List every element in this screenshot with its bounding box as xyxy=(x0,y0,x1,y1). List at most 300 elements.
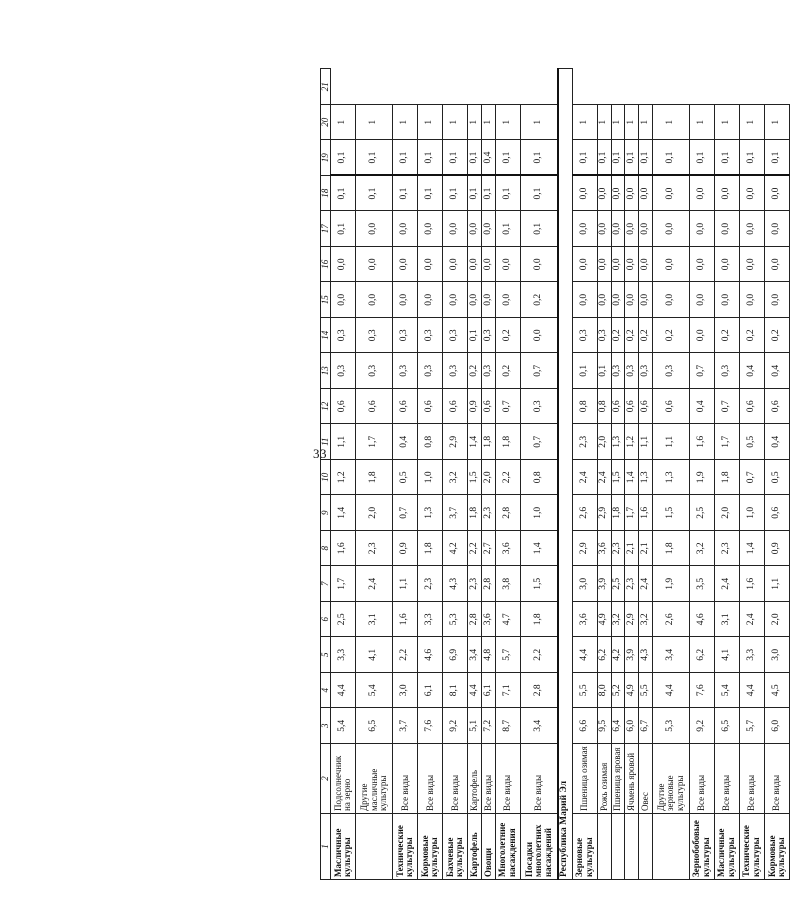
value-cell: 0,7 xyxy=(393,495,418,531)
value-cell: 3,6 xyxy=(495,531,520,567)
value-cell: 2,4 xyxy=(639,566,653,602)
value-cell: 7,6 xyxy=(689,673,714,709)
value-cell: 8,1 xyxy=(443,673,468,709)
value-cell: 0,0 xyxy=(418,247,443,283)
value-cell: 0,0 xyxy=(611,211,625,247)
value-cell: 0,2 xyxy=(653,318,690,354)
value-cell: 0,0 xyxy=(653,211,690,247)
value-cell: 1,1 xyxy=(653,424,690,460)
value-cell: 2,7 xyxy=(482,531,496,567)
value-cell: 1 xyxy=(653,105,690,141)
value-cell: 5,3 xyxy=(443,602,468,638)
value-cell: 2,8 xyxy=(520,673,558,709)
value-cell: 0,1 xyxy=(356,140,393,176)
column-header: 13 xyxy=(321,353,331,389)
value-cell: 0,6 xyxy=(356,389,393,425)
value-cell: 2,2 xyxy=(520,637,558,673)
value-cell: 0,1 xyxy=(625,140,639,176)
value-cell: 0,0 xyxy=(393,247,418,283)
value-cell: 0,0 xyxy=(639,176,653,212)
value-cell: 5,7 xyxy=(495,637,520,673)
value-cell: 5,5 xyxy=(639,673,653,709)
crop-group-cell: Масличные культуры xyxy=(714,814,739,880)
crop-group-cell: Зерновые культуры xyxy=(572,814,597,880)
value-cell: 0,0 xyxy=(764,176,789,212)
value-cell: 3,9 xyxy=(597,566,611,602)
value-cell: 0,3 xyxy=(520,389,558,425)
column-header: 5 xyxy=(321,637,331,673)
value-cell: 0,0 xyxy=(572,247,597,283)
value-cell: 2,8 xyxy=(468,602,482,638)
value-cell: 1,4 xyxy=(625,460,639,496)
value-cell: 2,8 xyxy=(495,495,520,531)
table-row xyxy=(653,69,690,880)
crop-group-cell xyxy=(597,814,611,880)
table-row xyxy=(356,69,393,880)
value-cell: 1 xyxy=(689,105,714,141)
value-cell: 1,8 xyxy=(714,460,739,496)
value-cell: 0,5 xyxy=(739,424,764,460)
value-cell: 0,6 xyxy=(639,389,653,425)
value-cell: 3,5 xyxy=(689,566,714,602)
value-cell: 1,0 xyxy=(739,495,764,531)
coefficients-table xyxy=(320,69,790,881)
value-cell: 1,1 xyxy=(393,566,418,602)
crop-group-cell: Картофель xyxy=(468,814,482,880)
value-cell: 0,6 xyxy=(611,389,625,425)
value-cell: 2,1 xyxy=(639,531,653,567)
value-cell: 0,3 xyxy=(625,353,639,389)
value-cell: 0,1 xyxy=(393,176,418,212)
value-cell: 0,0 xyxy=(418,211,443,247)
value-cell: 0,0 xyxy=(393,211,418,247)
value-cell: 0,3 xyxy=(356,353,393,389)
value-cell: 2,3 xyxy=(714,531,739,567)
value-cell: 1,3 xyxy=(653,460,690,496)
value-cell: 0,5 xyxy=(764,460,789,496)
value-cell: 3,2 xyxy=(443,460,468,496)
value-cell: 5,5 xyxy=(572,673,597,709)
crop-group-cell: Кормовые культуры xyxy=(418,814,443,880)
value-cell: 0,1 xyxy=(495,176,520,212)
value-cell: 5,4 xyxy=(714,673,739,709)
value-cell: 1,5 xyxy=(468,460,482,496)
value-cell: 7,6 xyxy=(418,708,443,744)
crop-type-cell: Все виды xyxy=(764,744,789,814)
value-cell: 6,2 xyxy=(689,637,714,673)
value-cell: 6,4 xyxy=(611,708,625,744)
value-cell: 0,0 xyxy=(482,247,496,283)
value-cell: 6,2 xyxy=(597,637,611,673)
value-cell: 0,6 xyxy=(764,495,789,531)
table-row xyxy=(495,69,520,880)
value-cell: 0,0 xyxy=(764,247,789,283)
value-cell: 1,7 xyxy=(714,424,739,460)
value-cell: 0,2 xyxy=(495,318,520,354)
value-cell: 0,1 xyxy=(468,176,482,212)
region-label: Республика Марий Эл xyxy=(558,69,572,880)
value-cell: 0,7 xyxy=(520,353,558,389)
value-cell: 3,7 xyxy=(393,708,418,744)
column-header: 15 xyxy=(321,282,331,318)
table-row xyxy=(393,69,418,880)
crop-type-cell: Пшеница озимая xyxy=(572,744,597,814)
value-cell: 0,4 xyxy=(764,353,789,389)
value-cell: 1,8 xyxy=(356,460,393,496)
value-cell: 0,8 xyxy=(597,389,611,425)
value-cell: 2,0 xyxy=(764,602,789,638)
value-cell: 9,2 xyxy=(443,708,468,744)
value-cell: 4,9 xyxy=(597,602,611,638)
value-cell: 2,3 xyxy=(572,424,597,460)
value-cell: 0,1 xyxy=(331,211,356,247)
value-cell: 4,4 xyxy=(653,673,690,709)
value-cell: 1,7 xyxy=(331,566,356,602)
value-cell: 0,0 xyxy=(597,176,611,212)
value-cell: 1,6 xyxy=(689,424,714,460)
value-cell: 6,5 xyxy=(356,708,393,744)
value-cell: 1,8 xyxy=(418,531,443,567)
value-cell: 0,0 xyxy=(689,318,714,354)
value-cell: 3,8 xyxy=(495,566,520,602)
value-cell: 0,0 xyxy=(739,282,764,318)
value-cell: 6,6 xyxy=(572,708,597,744)
table-row xyxy=(764,69,789,880)
value-cell: 5,4 xyxy=(331,708,356,744)
value-cell: 4,4 xyxy=(468,673,482,709)
value-cell: 4,6 xyxy=(689,602,714,638)
crop-type-cell: Другие масличные культуры xyxy=(356,744,393,814)
value-cell: 3,0 xyxy=(764,637,789,673)
value-cell: 1 xyxy=(495,105,520,141)
value-cell: 0,2 xyxy=(495,353,520,389)
value-cell: 0,0 xyxy=(639,211,653,247)
value-cell: 2,2 xyxy=(468,531,482,567)
value-cell: 1 xyxy=(764,105,789,141)
value-cell: 0,0 xyxy=(739,211,764,247)
crop-type-cell: Ячмень яровой xyxy=(625,744,639,814)
value-cell: 0,3 xyxy=(331,318,356,354)
value-cell: 3,4 xyxy=(520,708,558,744)
value-cell: 1,1 xyxy=(331,424,356,460)
value-cell: 1,6 xyxy=(393,602,418,638)
value-cell: 2,4 xyxy=(739,602,764,638)
value-cell: 8,0 xyxy=(597,673,611,709)
value-cell: 3,6 xyxy=(572,602,597,638)
value-cell: 0,6 xyxy=(764,389,789,425)
value-cell: 6,7 xyxy=(639,708,653,744)
value-cell: 0,1 xyxy=(468,318,482,354)
value-cell: 0,2 xyxy=(639,318,653,354)
value-cell: 0,0 xyxy=(356,247,393,283)
table-row xyxy=(689,69,714,880)
value-cell: 1,8 xyxy=(482,424,496,460)
value-cell: 0,0 xyxy=(468,282,482,318)
value-cell: 0,0 xyxy=(611,176,625,212)
table-row xyxy=(739,69,764,880)
value-cell: 0,1 xyxy=(482,176,496,212)
value-cell: 0,3 xyxy=(714,353,739,389)
crop-group-cell: Кормовые культуры xyxy=(764,814,789,880)
value-cell: 0,3 xyxy=(443,318,468,354)
value-cell: 1,8 xyxy=(611,495,625,531)
value-cell: 1,3 xyxy=(418,495,443,531)
value-cell: 1,4 xyxy=(739,531,764,567)
value-cell: 9,5 xyxy=(597,708,611,744)
value-cell: 2,3 xyxy=(418,566,443,602)
value-cell: 3,2 xyxy=(689,531,714,567)
value-cell: 0,1 xyxy=(443,140,468,176)
value-cell: 1,6 xyxy=(739,566,764,602)
column-header: 9 xyxy=(321,495,331,531)
value-cell: 2,0 xyxy=(597,424,611,460)
value-cell: 0,2 xyxy=(625,318,639,354)
table-row xyxy=(443,69,468,880)
value-cell: 0,0 xyxy=(625,282,639,318)
region-row xyxy=(558,69,572,880)
value-cell: 0,3 xyxy=(482,353,496,389)
value-cell: 6,0 xyxy=(625,708,639,744)
value-cell: 1 xyxy=(418,105,443,141)
value-cell: 0,6 xyxy=(739,389,764,425)
value-cell: 3,6 xyxy=(482,602,496,638)
value-cell: 0,1 xyxy=(739,140,764,176)
column-header: 12 xyxy=(321,389,331,425)
value-cell: 2,9 xyxy=(597,495,611,531)
value-cell: 0,3 xyxy=(639,353,653,389)
crop-type-cell: Все виды xyxy=(520,744,558,814)
value-cell: 0,0 xyxy=(689,282,714,318)
value-cell: 0,3 xyxy=(443,353,468,389)
value-cell: 2,0 xyxy=(356,495,393,531)
value-cell: 0,4 xyxy=(393,424,418,460)
crop-group-cell: Бахчевые культуры xyxy=(443,814,468,880)
table-row xyxy=(418,69,443,880)
value-cell: 8,7 xyxy=(495,708,520,744)
crop-group-cell: Посадки многолетних насаждений xyxy=(520,814,558,880)
value-cell: 0,1 xyxy=(418,140,443,176)
value-cell: 4,5 xyxy=(764,673,789,709)
value-cell: 0,1 xyxy=(418,176,443,212)
crop-group-cell xyxy=(639,814,653,880)
value-cell: 1 xyxy=(739,105,764,141)
value-cell: 0,0 xyxy=(572,282,597,318)
value-cell: 0,0 xyxy=(356,282,393,318)
value-cell: 0,6 xyxy=(482,389,496,425)
value-cell: 0,5 xyxy=(393,460,418,496)
value-cell: 2,4 xyxy=(356,566,393,602)
value-cell: 2,5 xyxy=(611,566,625,602)
value-cell: 3,9 xyxy=(625,637,639,673)
value-cell: 2,6 xyxy=(653,602,690,638)
value-cell: 0,0 xyxy=(764,211,789,247)
value-cell: 2,1 xyxy=(625,531,639,567)
value-cell: 0,6 xyxy=(393,389,418,425)
column-header: 17 xyxy=(321,211,331,247)
value-cell: 1,2 xyxy=(331,460,356,496)
value-cell: 1,7 xyxy=(356,424,393,460)
value-cell: 0,0 xyxy=(520,247,558,283)
value-cell: 0,3 xyxy=(393,353,418,389)
value-cell: 0,1 xyxy=(714,140,739,176)
value-cell: 4,3 xyxy=(639,637,653,673)
value-cell: 0,6 xyxy=(443,389,468,425)
value-cell: 0,2 xyxy=(739,318,764,354)
value-cell: 0,1 xyxy=(689,140,714,176)
value-cell: 0,0 xyxy=(482,211,496,247)
value-cell: 0,0 xyxy=(331,282,356,318)
value-cell: 0,3 xyxy=(653,353,690,389)
value-cell: 0,1 xyxy=(468,140,482,176)
column-header: 14 xyxy=(321,318,331,354)
value-cell: 1,8 xyxy=(495,424,520,460)
value-cell: 0,2 xyxy=(468,353,482,389)
value-cell: 1,0 xyxy=(520,495,558,531)
crop-type-cell: Все виды xyxy=(714,744,739,814)
value-cell: 0,3 xyxy=(611,353,625,389)
column-header: 21 xyxy=(321,69,331,105)
value-cell: 0,3 xyxy=(482,318,496,354)
value-cell: 0,8 xyxy=(572,389,597,425)
table-row xyxy=(625,69,639,880)
value-cell: 0,1 xyxy=(572,140,597,176)
crop-type-cell: Все виды xyxy=(443,744,468,814)
value-cell: 0,3 xyxy=(356,318,393,354)
value-cell: 0,0 xyxy=(356,211,393,247)
value-cell: 2,2 xyxy=(495,460,520,496)
value-cell: 1,8 xyxy=(468,495,482,531)
value-cell: 0,4 xyxy=(482,140,496,176)
value-cell: 0,1 xyxy=(653,140,690,176)
value-cell: 0,1 xyxy=(356,176,393,212)
header-row xyxy=(321,69,331,880)
value-cell: 1 xyxy=(468,105,482,141)
value-cell: 4,4 xyxy=(739,673,764,709)
column-header: 7 xyxy=(321,566,331,602)
value-cell: 1 xyxy=(611,105,625,141)
value-cell: 0,7 xyxy=(520,424,558,460)
value-cell: 0,7 xyxy=(739,460,764,496)
value-cell: 0,1 xyxy=(331,140,356,176)
rotated-table-wrapper xyxy=(320,70,790,880)
value-cell: 1,3 xyxy=(611,424,625,460)
value-cell: 0,2 xyxy=(611,318,625,354)
value-cell: 2,3 xyxy=(356,531,393,567)
value-cell: 6,5 xyxy=(714,708,739,744)
value-cell: 1 xyxy=(597,105,611,141)
value-cell: 0,2 xyxy=(764,318,789,354)
column-header: 1 xyxy=(321,814,331,880)
value-cell: 7,1 xyxy=(495,673,520,709)
column-header: 18 xyxy=(321,176,331,212)
value-cell: 0,0 xyxy=(611,247,625,283)
value-cell: 2,3 xyxy=(468,566,482,602)
value-cell: 0,3 xyxy=(331,353,356,389)
value-cell: 0,0 xyxy=(714,247,739,283)
value-cell: 0,0 xyxy=(639,282,653,318)
value-cell: 4,4 xyxy=(572,637,597,673)
value-cell: 2,4 xyxy=(597,460,611,496)
value-cell: 1,2 xyxy=(625,424,639,460)
crop-group-cell: Технические культуры xyxy=(739,814,764,880)
value-cell: 0,9 xyxy=(764,531,789,567)
value-cell: 1 xyxy=(520,105,558,141)
value-cell: 5,7 xyxy=(739,708,764,744)
value-cell: 0,1 xyxy=(572,353,597,389)
value-cell: 4,7 xyxy=(495,602,520,638)
value-cell: 0,0 xyxy=(482,282,496,318)
value-cell: 0,3 xyxy=(572,318,597,354)
crop-group-cell: Зернобобовые культуры xyxy=(689,814,714,880)
value-cell: 0,8 xyxy=(520,460,558,496)
value-cell: 0,1 xyxy=(443,176,468,212)
value-cell: 0,0 xyxy=(764,282,789,318)
value-cell: 0,7 xyxy=(714,389,739,425)
value-cell: 0,1 xyxy=(597,140,611,176)
table-row xyxy=(520,69,558,880)
value-cell: 0,1 xyxy=(764,140,789,176)
value-cell: 1,6 xyxy=(639,495,653,531)
value-cell: 0,1 xyxy=(393,140,418,176)
value-cell: 5,1 xyxy=(468,708,482,744)
value-cell: 0,0 xyxy=(468,211,482,247)
value-cell: 0,0 xyxy=(739,176,764,212)
value-cell: 2,3 xyxy=(625,566,639,602)
value-cell: 0,0 xyxy=(689,211,714,247)
crop-group-cell xyxy=(653,814,690,880)
value-cell: 0,0 xyxy=(597,247,611,283)
value-cell: 3,1 xyxy=(714,602,739,638)
value-cell: 2,3 xyxy=(482,495,496,531)
value-cell: 0,1 xyxy=(495,211,520,247)
value-cell: 2,9 xyxy=(572,531,597,567)
value-cell: 3,2 xyxy=(611,602,625,638)
value-cell: 0,3 xyxy=(393,318,418,354)
value-cell: 3,3 xyxy=(739,637,764,673)
column-header: 16 xyxy=(321,247,331,283)
value-cell: 1 xyxy=(482,105,496,141)
value-cell: 1,1 xyxy=(639,424,653,460)
value-cell: 4,6 xyxy=(418,637,443,673)
value-cell: 0,1 xyxy=(597,353,611,389)
value-cell: 3,0 xyxy=(393,673,418,709)
table-body xyxy=(331,69,790,880)
value-cell: 5,3 xyxy=(653,708,690,744)
table-row xyxy=(714,69,739,880)
value-cell: 0,2 xyxy=(520,282,558,318)
value-cell: 3,3 xyxy=(331,637,356,673)
column-header: 4 xyxy=(321,673,331,709)
value-cell: 1,3 xyxy=(639,460,653,496)
value-cell: 0,0 xyxy=(418,282,443,318)
value-cell: 0,1 xyxy=(520,211,558,247)
value-cell: 1,4 xyxy=(331,495,356,531)
value-cell: 0,0 xyxy=(653,176,690,212)
value-cell: 2,6 xyxy=(572,495,597,531)
value-cell: 1 xyxy=(356,105,393,141)
value-cell: 0,0 xyxy=(520,318,558,354)
crop-type-cell: Другие зерновые культуры xyxy=(653,744,690,814)
value-cell: 0,0 xyxy=(714,282,739,318)
value-cell: 0,9 xyxy=(393,531,418,567)
value-cell: 0,0 xyxy=(468,247,482,283)
value-cell: 1,1 xyxy=(764,566,789,602)
value-cell: 4,8 xyxy=(482,637,496,673)
crop-type-cell: Все виды xyxy=(482,744,496,814)
value-cell: 1 xyxy=(443,105,468,141)
value-cell: 2,8 xyxy=(482,566,496,602)
value-cell: 3,2 xyxy=(639,602,653,638)
